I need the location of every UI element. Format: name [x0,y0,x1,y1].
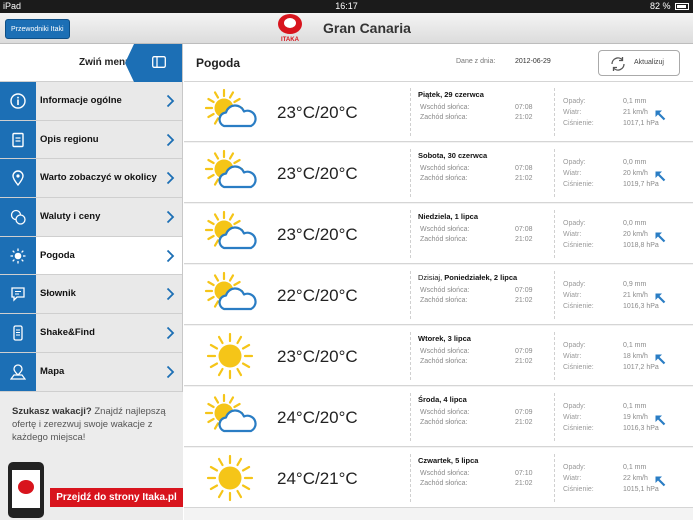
phone-icon [0,314,36,352]
sunset-value: 21:02 [515,358,533,365]
divider [410,210,411,258]
divider [410,454,411,502]
wind-label: Wiatr: [563,109,582,116]
sunrise-value: 07:09 [515,287,533,294]
pressure-label: Ciśnienie: [563,425,594,432]
wind-label: Wiatr: [563,414,582,421]
sun-cloud-icon [204,271,258,319]
battery-percent: 82 % [649,1,671,11]
logo-mark-icon [278,14,302,34]
sunset-value: 21:02 [515,236,533,243]
precip-value: 0,0 mm [623,159,647,166]
sunrise-label: Wschód słońca: [420,409,470,416]
pressure-value: 1019,7 hPa [623,181,659,188]
pressure-value: 1017,1 hPa [623,120,659,127]
map-icon [0,353,36,391]
precipitation-row [563,464,683,471]
section-title: Pogoda [196,56,240,70]
sunrise-row [420,348,550,355]
sidebar-toggle-icon [152,56,166,68]
precip-value: 0,1 mm [623,342,647,349]
pressure-label: Ciśnienie: [563,120,594,127]
sidebar-item-label: Mapa [40,365,65,377]
divider [554,88,555,136]
pressure-label: Ciśnienie: [563,242,594,249]
location-pin-icon [0,159,36,197]
pressure-label: Ciśnienie: [563,181,594,188]
promo-body: Znajdź najlepszą ofertę i zerezwuj swoje wakacje z każdego miejsca! [12,406,166,443]
precipitation-row [563,220,683,227]
wind-value: 20 km/h [623,231,648,238]
divider [554,271,555,319]
precip-label: Opady: [563,98,586,105]
wind-value: 22 km/h [623,475,648,482]
sunrise-label: Wschód słońca: [420,165,470,172]
day-label [418,151,487,160]
forecast-row [184,387,693,447]
temperature: 24°C/21°C [277,469,358,488]
precip-value: 0,1 mm [623,464,647,471]
temperature: 23°C/20°C [277,103,358,122]
temperature: 23°C/20°C [277,347,358,366]
precip-value: 0,9 mm [623,281,647,288]
pressure-value: 1016,3 hPa [623,425,659,432]
menu-header [0,44,182,82]
sidebar-item-informacje-ogolne[interactable] [0,82,182,121]
sidebar-item-opis-regionu[interactable] [0,121,182,160]
day-date: Wtorek, 3 lipca [418,334,471,343]
pressure-value: 1017,2 hPa [623,364,659,371]
sidebar-item-shake-find[interactable] [0,314,182,353]
sidebar-item-mapa[interactable] [0,353,182,392]
chevron-right-icon [166,94,175,113]
precipitation-row [563,98,683,105]
day-date: Sobota, 30 czerwca [418,151,488,160]
sun-icon [0,237,36,275]
precip-label: Opady: [563,159,586,166]
status-bar [0,0,693,13]
collapse-menu-button[interactable] [134,44,182,82]
sun-cloud-icon [204,149,258,197]
wind-value: 19 km/h [623,414,648,421]
sunrise-row [420,470,550,477]
forecast-row [184,265,693,325]
page-title: Gran Canaria [323,20,411,36]
sidebar-item-label: Słownik [40,288,76,300]
sidebar-item-waluty-i-ceny[interactable] [0,198,182,237]
promo-text [12,405,177,444]
divider [554,454,555,502]
sunrise-value: 07:10 [515,470,533,477]
sunrise-value: 07:09 [515,409,533,416]
chevron-right-icon [166,171,175,190]
wind-label: Wiatr: [563,170,582,177]
divider [410,393,411,441]
precipitation-row [563,403,683,410]
day-label [418,334,471,343]
divider [410,149,411,197]
wind-value: 18 km/h [623,353,648,360]
forecast-row [184,82,693,142]
sunset-row [420,236,550,243]
day-date: Środa, 4 lipca [418,395,467,404]
day-label [418,90,484,99]
navigation-bar [0,13,693,44]
visit-itaka-button[interactable]: Przejdź do strony Itaka.pl [50,488,183,507]
sidebar-item-label: Opis regionu [40,133,99,145]
sun-icon [204,332,258,380]
divider [554,210,555,258]
sun-cloud-icon [204,210,258,258]
precip-label: Opady: [563,220,586,227]
chevron-right-icon [166,326,175,345]
divider [410,271,411,319]
sunset-row [420,480,550,487]
forecast-row [184,448,693,508]
precip-label: Opady: [563,281,586,288]
wind-direction-icon [654,413,666,431]
sun-icon [204,454,258,502]
battery-icon [675,3,689,10]
sun-cloud-icon [204,88,258,136]
pressure-value: 1018,8 hPa [623,242,659,249]
forecast-row [184,326,693,386]
sunrise-value: 07:09 [515,348,533,355]
sunset-label: Zachód słońca: [420,297,468,304]
sidebar-item-pogoda[interactable] [0,237,182,276]
wind-label: Wiatr: [563,231,582,238]
refresh-button[interactable] [598,50,680,76]
day-label [418,212,478,221]
sunset-label: Zachód słońca: [420,175,468,182]
day-label [418,273,517,282]
sunrise-value: 07:08 [515,104,533,111]
chevron-right-icon [166,287,175,306]
coins-icon [0,198,36,236]
wind-direction-icon [654,108,666,126]
sunset-row [420,358,550,365]
precip-value: 0,1 mm [623,98,647,105]
collapse-menu-label[interactable]: Zwiń menu [79,57,132,68]
sunset-label: Zachód słońca: [420,419,468,426]
precip-label: Opady: [563,464,586,471]
precip-label: Opady: [563,342,586,349]
info-icon [0,82,36,120]
sidebar-item-label: Pogoda [40,249,75,261]
sidebar-item-s-ownik[interactable] [0,275,182,314]
divider [410,88,411,136]
sunset-row [420,419,550,426]
sunset-value: 21:02 [515,114,533,121]
chevron-right-icon [166,365,175,384]
wind-direction-icon [654,230,666,248]
forecast-row [184,204,693,264]
date-label: Dane z dnia: [456,58,496,65]
pressure-label: Ciśnienie: [563,303,594,310]
sunrise-row [420,287,550,294]
day-label [418,395,467,404]
wind-label: Wiatr: [563,475,582,482]
temperature: 24°C/20°C [277,408,358,427]
wind-value: 21 km/h [623,292,648,299]
sidebar-item-label: Shake&Find [40,327,95,339]
sunrise-value: 07:08 [515,165,533,172]
sunset-value: 21:02 [515,297,533,304]
temperature: 23°C/20°C [277,225,358,244]
refresh-label: Aktualizuj [634,59,664,66]
wind-direction-icon [654,352,666,370]
logo-text: ITAKA [281,37,299,43]
sunrise-label: Wschód słońca: [420,104,470,111]
day-date: Poniedziałek, 2 lipca [444,273,518,282]
precipitation-row [563,342,683,349]
divider [410,332,411,380]
sidebar-item-label: Warto zobaczyć w okolicy [40,172,157,184]
itaka-logo [276,14,304,43]
promo-lead: Szukasz wakacji? [12,406,92,417]
today-label: Dzisiaj, [418,273,443,282]
battery-indicator [650,1,689,11]
sunset-row [420,175,550,182]
pressure-value: 1016,3 hPa [623,303,659,310]
promo-box [0,392,183,520]
sunrise-row [420,226,550,233]
sunrise-label: Wschód słońca: [420,226,470,233]
sunset-label: Zachód słońca: [420,236,468,243]
sunset-value: 21:02 [515,480,533,487]
wind-label: Wiatr: [563,353,582,360]
wind-value: 20 km/h [623,170,648,177]
sunset-label: Zachód słońca: [420,358,468,365]
sidebar-item-label: Informacje ogólne [40,95,122,106]
day-date: Piątek, 29 czerwca [418,90,484,99]
chat-icon [0,275,36,313]
wind-value: 21 km/h [623,109,648,116]
menu-list [0,82,182,392]
precip-label: Opady: [563,403,586,410]
sunset-row [420,114,550,121]
pressure-value: 1015,1 hPa [623,486,659,493]
sun-cloud-icon [204,393,258,441]
sunset-value: 21:02 [515,175,533,182]
date-value: 2012-06-29 [515,58,551,65]
day-label [418,456,478,465]
sunset-label: Zachód słońca: [420,480,468,487]
temperature: 22°C/20°C [277,286,358,305]
day-date: Czwartek, 5 lipca [418,456,479,465]
document-icon [0,121,36,159]
sunset-row [420,297,550,304]
sunrise-label: Wschód słońca: [420,470,470,477]
content-header [184,44,693,82]
sidebar-item-warto-zobaczyc-w-okolicy[interactable] [0,159,182,198]
divider [554,332,555,380]
pressure-label: Ciśnienie: [563,486,594,493]
pressure-label: Ciśnienie: [563,364,594,371]
wind-direction-icon [654,474,666,492]
sunset-value: 21:02 [515,419,533,426]
phone-image [8,462,44,518]
sunrise-label: Wschód słońca: [420,287,470,294]
chevron-right-icon [166,133,175,152]
divider [554,393,555,441]
back-button[interactable]: Przewodniki Itaki [5,19,70,39]
precip-value: 0,0 mm [623,220,647,227]
sunrise-label: Wschód słońca: [420,348,470,355]
device-label: iPad [3,1,22,11]
wind-direction-icon [654,291,666,309]
sidebar-item-label: Waluty i ceny [40,211,101,223]
sunrise-row [420,104,550,111]
sidebar [0,44,183,520]
sunrise-value: 07:08 [515,226,533,233]
precipitation-row [563,281,683,288]
temperature: 23°C/20°C [277,164,358,183]
refresh-icon [609,56,627,72]
divider [554,149,555,197]
wind-direction-icon [654,169,666,187]
precipitation-row [563,159,683,166]
clock: 16:17 [335,1,358,11]
chevron-right-icon [166,210,175,229]
chevron-right-icon [166,249,175,268]
sunset-label: Zachód słońca: [420,114,468,121]
main-content [184,44,693,520]
sunrise-row [420,165,550,172]
precip-value: 0,1 mm [623,403,647,410]
day-date: Niedziela, 1 lipca [418,212,479,221]
wind-label: Wiatr: [563,292,582,299]
forecast-row [184,143,693,203]
sunrise-row [420,409,550,416]
